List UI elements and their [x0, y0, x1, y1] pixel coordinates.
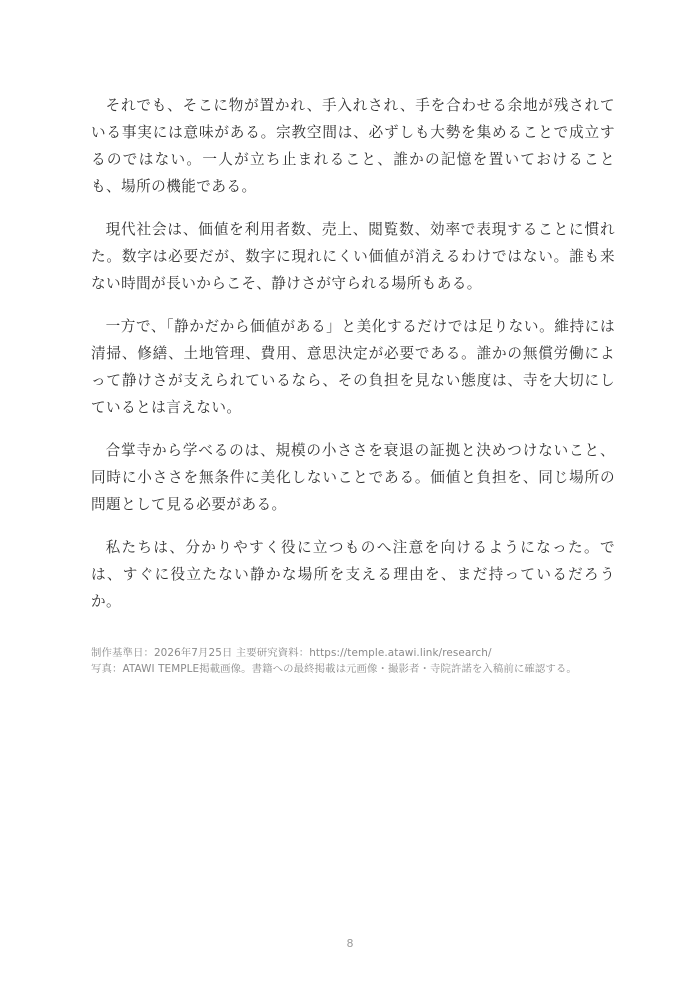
paragraph-3: 一方で、「静かだから価値がある」と美化するだけでは足りない。維持には清掃、修繕、土地管理、費用、意思決定が必要である。誰かの無償労働によって静けさが支えられているなら、その負担を見ない態度は、寺を大切にしているとは言えない。 — [91, 318, 615, 416]
basis-note: 制作基準日：2026年7月25日 主要研究資料：https://temple.atawi.link/research/ — [91, 647, 492, 659]
body-text — [91, 92, 615, 631]
paragraph-1: それでも、そこに物が置かれ、手入れされ、手を合わせる余地が残されている事実には意味がある。宗教空間は、必ずしも大勢を集めることで成立するのではない。一人が立ち止まれること、誰かの記憶を置いておけることも、場所の機能である。 — [91, 97, 615, 195]
source-notes — [91, 645, 611, 677]
paragraph-4: 合掌寺から学べるのは、規模の小ささを衰退の証拠と決めつけないこと、同時に小ささを無条件に美化しないことである。価値と負担を、同じ場所の問題として見る必要がある。 — [91, 442, 615, 513]
paragraph-2: 現代社会は、価値を利用者数、売上、閲覧数、効率で表現することに慣れた。数字は必要だが、数字に現れにくい価値が消えるわけではない。誰も来ない時間が長いからこそ、静けさが守られる場所もある。 — [91, 221, 615, 292]
page-number: 8 — [346, 937, 354, 950]
paragraph-5: 私たちは、分かりやすく役に立つものへ注意を向けるようになった。では、すぐに役立たない静かな場所を支える理由を、まだ持っているだろうか。 — [91, 539, 615, 610]
photo-credit-note: 写真：ATAWI TEMPLE掲載画像。書籍への最終掲載は元画像・撮影者・寺院許諾を入稿前に確認する。 — [91, 663, 577, 675]
